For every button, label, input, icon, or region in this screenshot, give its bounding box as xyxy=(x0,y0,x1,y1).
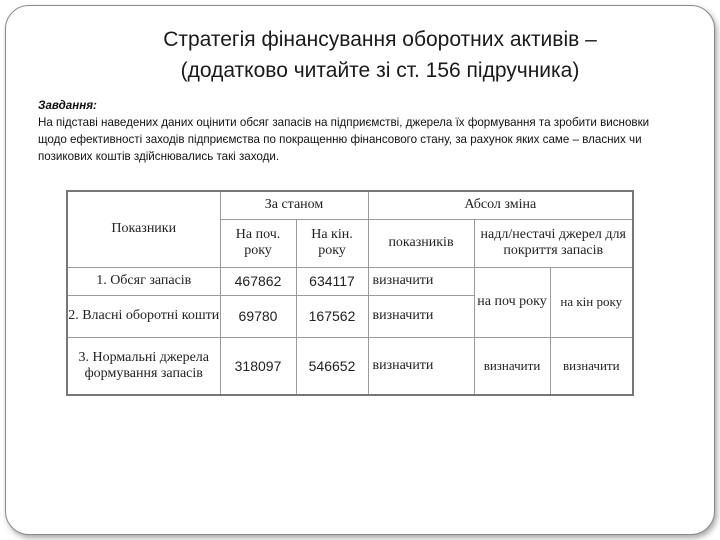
value-start: 467862 xyxy=(220,267,296,295)
table-header-row xyxy=(67,191,633,219)
table-row xyxy=(67,267,633,295)
task-block xyxy=(38,97,678,165)
table-row xyxy=(67,337,633,395)
value-end: 634117 xyxy=(296,267,368,295)
header-as-of: За станом xyxy=(220,191,368,219)
value-surplus-start: визначити xyxy=(474,337,550,395)
data-table xyxy=(66,190,634,396)
slide-title xyxy=(40,24,720,86)
header-abs-change: Абсол зміна xyxy=(368,191,633,219)
value-surplus-end: визначити xyxy=(550,337,633,395)
header-surplus-shortage: надл/нестачі джерел для покриття запасів xyxy=(474,219,633,267)
header-start: на поч року xyxy=(474,267,550,337)
title-line-1: Стратегія фінансування оборотних активів – xyxy=(163,28,597,51)
header-end-year: На кін. року xyxy=(296,219,368,267)
header-start-year: На поч. року xyxy=(220,219,296,267)
value-end: 167562 xyxy=(296,295,368,337)
header-indicators: Показники xyxy=(67,191,220,267)
value-change: визначити xyxy=(368,267,474,295)
row-name: 1. Обсяг запасів xyxy=(67,267,220,295)
value-start: 318097 xyxy=(220,337,296,395)
row-name: 3. Нормальні джерела формування запасів xyxy=(67,337,220,395)
task-text: На підставі наведених даних оцінити обсяг запасів на підприємстві, джерела їх формування та зробити висновки щодо ефективності заходів підприємства по покращенню фінансового стану, за рахунок яких саме – власних чи позикових коштів здійснювались такі заходи. xyxy=(38,116,650,163)
row-name: 2. Власні оборотні кошти xyxy=(67,295,220,337)
title-line-2: (додатково читайте зі ст. 156 підручника) xyxy=(180,59,580,82)
task-heading: Завдання: xyxy=(38,99,97,112)
header-end: на кін року xyxy=(550,267,633,337)
value-change: визначити xyxy=(368,337,474,395)
value-end: 546652 xyxy=(296,337,368,395)
value-change: визначити xyxy=(368,295,474,337)
value-start: 69780 xyxy=(220,295,296,337)
header-of-indicators: показників xyxy=(368,219,474,267)
